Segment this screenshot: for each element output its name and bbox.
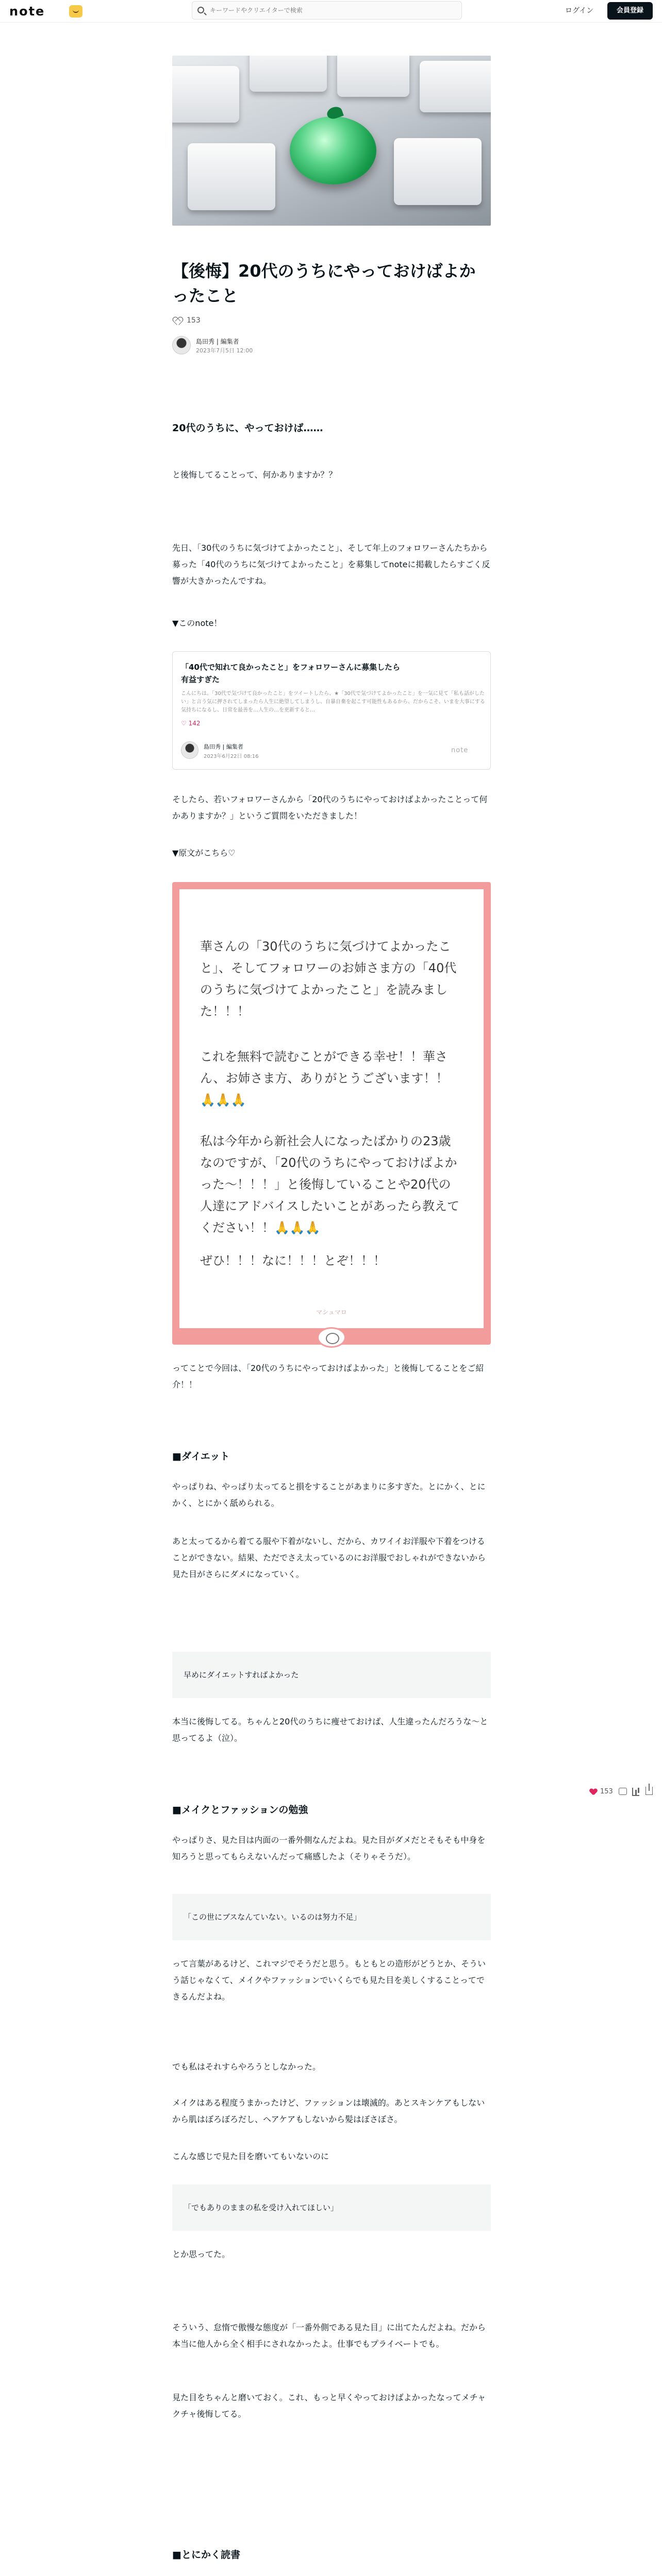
paragraph: でも私はそれすらやろうとしなかった。 xyxy=(172,2062,321,2072)
logo-face-icon xyxy=(69,5,82,18)
paragraph: メイクはある程度うまかったけど、ファッションは壊滅的。あとスキンケアもしないから肌はぼろぼろだし、ヘアケアもしないから髪はぼさぼさ。 xyxy=(172,2098,485,2124)
keyboard-key xyxy=(420,61,491,112)
publish-date: 2023年7月5日 12:00 xyxy=(196,347,253,354)
paragraph: こんな感じで見た目を磨いてもいないのに xyxy=(172,2151,329,2161)
search-icon xyxy=(197,7,204,13)
paragraph: やっぱりさ、見た目は内面の一番外側なんだよね。見た目がダメだとそもそも中身を知ろうと思ってもらえないんだって痛感したよ（そりゃそうだ）。 xyxy=(172,1835,486,1861)
paragraph xyxy=(172,2574,491,2576)
marshmallow-icon xyxy=(317,1327,346,1348)
paragraph: あと太ってるから着てる服や下着がないし、だから、カワイイお洋服や下着をつけることができない。結果、ただでさえ太っているのにお洋服でおしゃれができないから見た目がさらにダメになっていく。 xyxy=(172,1536,486,1579)
article-title: 【後悔】20代のうちにやっておけばよかったこと xyxy=(172,261,476,306)
embed-avatar xyxy=(181,741,198,759)
keyboard-key xyxy=(188,143,275,210)
comment-icon[interactable] xyxy=(619,1788,627,1795)
embed-like-count: ♡ 142 xyxy=(181,720,201,727)
author-info[interactable] xyxy=(172,336,378,357)
section-heading-makeup: ■メイクとファッションの勉強 xyxy=(172,1804,308,1816)
marshmallow-question-card xyxy=(172,882,491,1345)
quote-block: 「この世にブスなんていない。いるのは努力不足」 xyxy=(172,1894,491,1940)
note-logo[interactable]: note xyxy=(9,4,45,19)
search-input[interactable] xyxy=(210,5,452,16)
marshmallow-label: マシュマロ xyxy=(316,1309,347,1316)
paragraph: ▼原文がこちら♡ xyxy=(172,848,236,858)
question-card-inner xyxy=(179,889,484,1328)
paragraph: って言葉があるけど、これマジでそうだと思う。もともとの造形がどうとか、そういう話じゃなくて、メイクやファッションでいくらでも見た目を美しくすることってできるんだよね。 xyxy=(172,1959,486,2002)
embed-date: 2023年6月22日 08:16 xyxy=(204,754,259,759)
question-text: 華さんの「30代のうちに気づけてよかったこと」、そしてフォロワーのお姉さま方の「40代のうちに気づけてよかったこと」を読みました！！！ xyxy=(200,939,457,1019)
paragraph: 見た目をちゃんと磨いておく。これ、もっと早くやっておけばよかったなってメチャクチャ後悔してる。 xyxy=(172,2393,486,2419)
question-text: ぜひ！！！なに！！！とぞ！！！ xyxy=(200,1253,386,1268)
floating-like-count: 153 xyxy=(600,1788,613,1795)
embed-description: こんにちは。「30代で気づけて良かったこと」をツイートしたら、★「30代で気づけてよかったこと」を一気に見て「私も話がしたい」と言う気に押されてしまったら人生に絶望してしまうし、自暴自棄を起こす可能性もあるから、だからこそ、いまを大事にする気持ちになるし、日常を最善を…人生の…を更新すると… xyxy=(181,691,485,713)
quote-block: 早めにダイエットすればよかった xyxy=(172,1652,491,1698)
intro-heading: 20代のうちに、やっておけば…… xyxy=(172,422,323,434)
quote-block: 「でもありのままの私を受け入れてほしい」 xyxy=(172,2184,491,2231)
signup-button[interactable]: 会員登録 xyxy=(607,2,653,20)
heart-icon[interactable] xyxy=(173,317,181,325)
question-text: 私は今年から新社会人になったばかりの23歳なのですが、「20代のうちにやっておけばよかった〜！！！」と後悔していることや20代の人達にアドバイスしたいことがあったら教えてください！！🙏🙏🙏 xyxy=(200,1134,460,1235)
embed-author-name: 島田秀 | 編集者 xyxy=(204,743,243,750)
paragraph: やっぱりね、やっぱり太ってると損をすることがあまりに多すぎた。とにかく、とにかく、とにかく舐められる。 xyxy=(172,1482,486,1508)
paragraph: そういう、怠惰で傲慢な態度が「一番外側である見た目」に出てたんだよね。だから本当に他人から全く相手にされなかったよ。仕事でもプライベートでも。 xyxy=(172,2323,486,2349)
paragraph: 本当に後悔してる。ちゃんと20代のうちに痩せておけば、人生違ったんだろうな〜と思ってるよ（泣）。 xyxy=(172,1717,488,1743)
floating-action-bar xyxy=(590,1785,662,1800)
author-avatar[interactable] xyxy=(172,336,191,354)
embed-note-logo: note xyxy=(451,747,469,754)
embed-title[interactable]: 「40代で知れて良かったこと」をフォロワーさんに募集したら有益すぎた xyxy=(181,663,401,684)
author-name[interactable]: 島田秀 | 編集者 xyxy=(196,338,239,345)
keyboard-key xyxy=(337,56,409,97)
stats-icon[interactable] xyxy=(632,1788,639,1796)
search-box[interactable] xyxy=(192,1,462,20)
embedded-note-card[interactable] xyxy=(172,651,491,770)
like-count: 153 xyxy=(187,316,201,325)
share-icon[interactable] xyxy=(646,1787,653,1795)
section-heading-diet: ■ダイエット xyxy=(172,1451,230,1462)
question-text: これを無料で読むことができる幸せ！！華さん、お姉さま方、ありがとうございます！！🙏🙏🙏 xyxy=(200,1049,449,1107)
keyboard-key xyxy=(172,66,239,123)
paragraph: そしたら、若いフォロワーさんから「20代のうちにやっておけばよかったことって何かありますか？」というご質問をいただきました！ xyxy=(172,794,488,821)
paragraph: 先日、「30代のうちに気づけてよかったこと」、そして年上のフォロワーさんたちから募った「40代のうちに気づけてよかったこと」を募集してnoteに掲載したらすごく反響が大きかったんですね。 xyxy=(172,543,490,586)
paragraph: ▼このnote！ xyxy=(172,618,222,628)
keyboard-key xyxy=(250,56,327,92)
paragraph: とか思ってた。 xyxy=(172,2249,230,2259)
green-candy xyxy=(290,116,376,184)
keyboard-key xyxy=(394,138,482,205)
section-heading-study: ■とにかく読書 xyxy=(172,2549,240,2561)
site-header xyxy=(0,0,662,23)
heart-icon[interactable] xyxy=(590,1789,597,1795)
paragraph: と後悔してることって、何かありますか？？ xyxy=(172,470,337,480)
paragraph: ってことで今回は、「20代のうちにやっておけばよかった」と後悔してることをご紹介！！ xyxy=(172,1363,484,1389)
hero-image xyxy=(172,56,491,226)
login-link[interactable]: ログイン xyxy=(565,7,594,15)
